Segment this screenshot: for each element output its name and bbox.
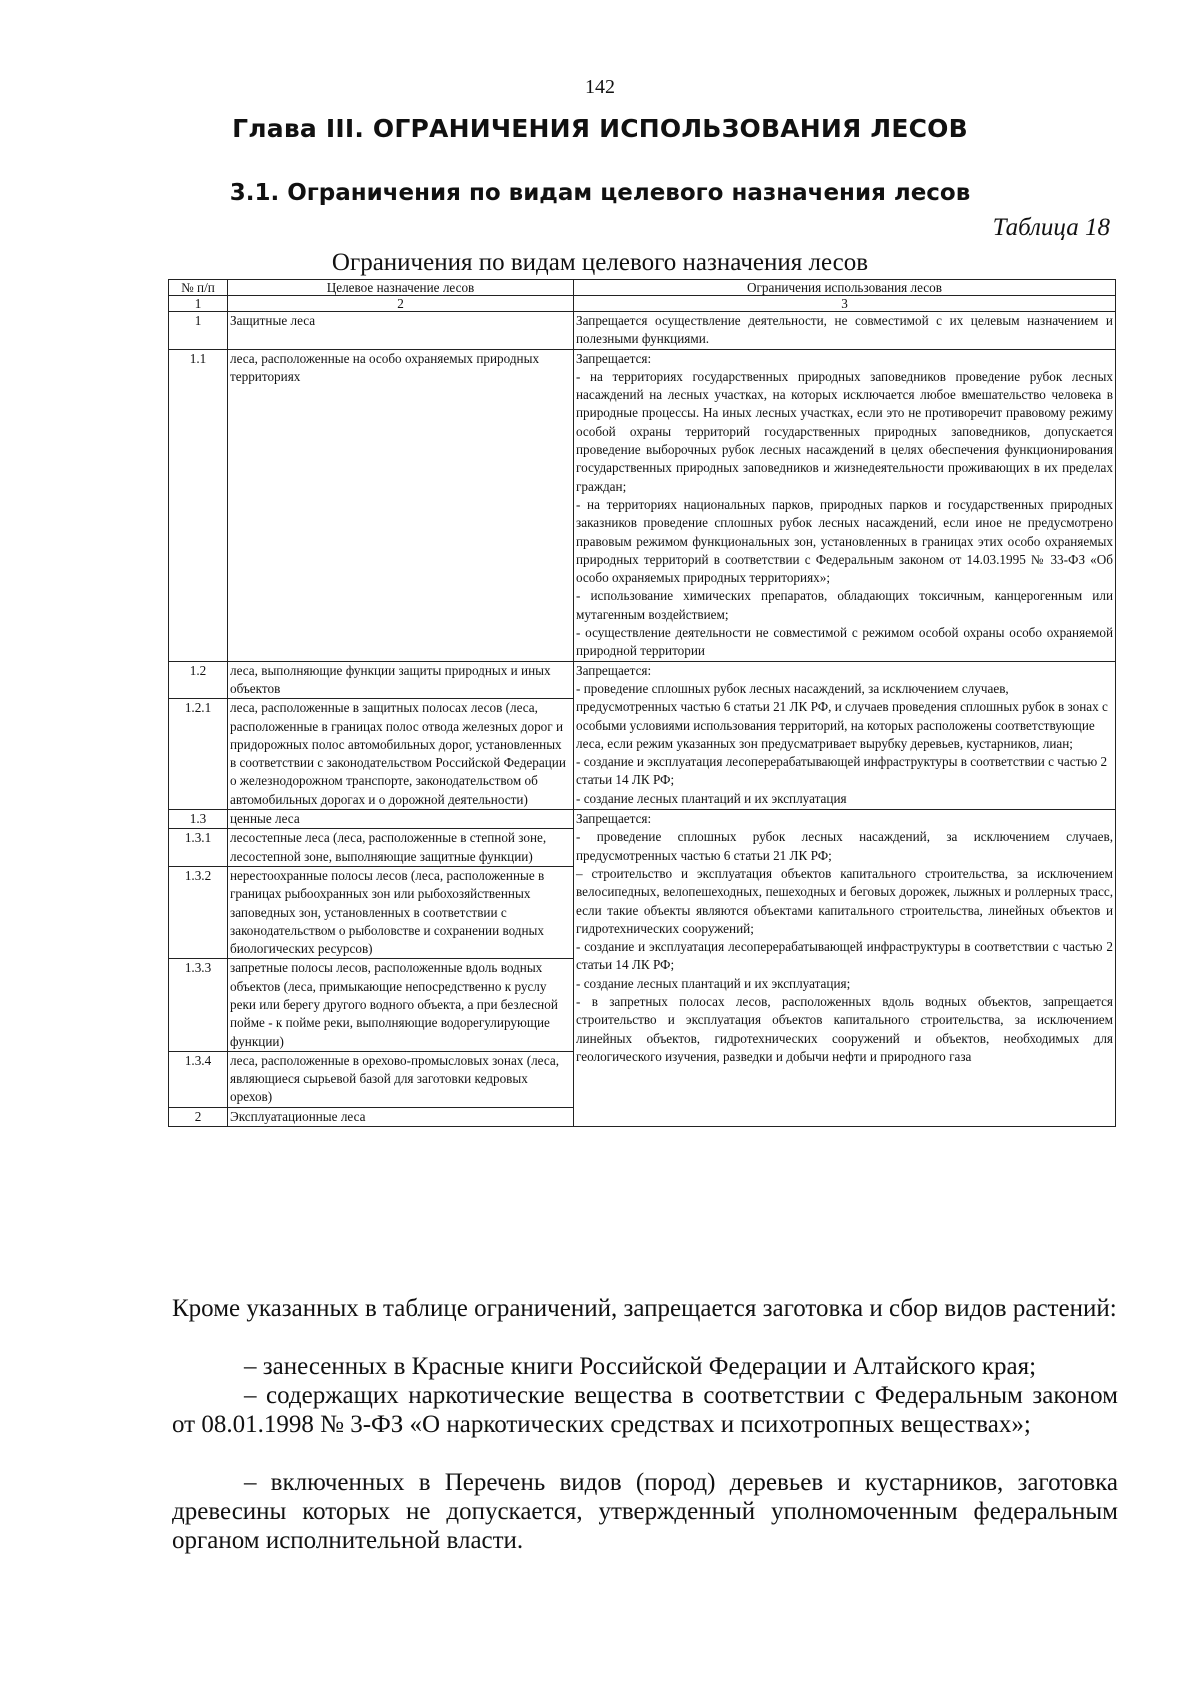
row-number: 1.3.2 xyxy=(169,866,228,958)
row-number: 1.3.1 xyxy=(169,829,228,867)
purpose-cell: лесостепные леса (леса, расположенные в степной зоне, лесостепной зоне, выполняющие защитные функции) xyxy=(228,829,574,867)
body-paragraph-tree-list: – включенных в Перечень видов (пород) деревьев и кустарников, заготовка древесины которых не допускается, утвержденный уполномоченным федеральным органом исполнительной власти. xyxy=(172,1469,1118,1554)
restrictions-table xyxy=(168,279,1116,1127)
row-number: 1.2 xyxy=(169,661,228,699)
purpose-cell: леса, расположенные в орехово-промысловых зонах (леса, являющиеся сырьевой базой для заготовки кедровых орехов) xyxy=(228,1051,574,1107)
header-cell-restriction: Ограничения использования лесов xyxy=(574,280,1116,296)
table-label: Таблица 18 xyxy=(992,214,1110,241)
row-number: 1.3.3 xyxy=(169,959,228,1051)
row-number: 1.3.4 xyxy=(169,1051,228,1107)
table-row xyxy=(169,349,1116,661)
row-number: 1 xyxy=(169,312,228,350)
page-number: 142 xyxy=(585,76,615,98)
column-number-cell: 1 xyxy=(169,296,228,312)
table-header-row xyxy=(169,280,1116,296)
row-number: 1.3 xyxy=(169,810,228,829)
restriction-cell: Запрещается осуществление деятельности, не совместимой с их целевым назначением и полезными функциями. xyxy=(574,312,1116,350)
body-paragraph-intro: Кроме указанных в таблице ограничений, запрещается заготовка и сбор видов растений: xyxy=(172,1295,1117,1322)
table-row xyxy=(169,810,1116,829)
table-row xyxy=(169,312,1116,350)
table-caption: Ограничения по видам целевого назначения лесов xyxy=(331,249,869,276)
purpose-cell: запретные полосы лесов, расположенные вдоль водных объектов (леса, примыкающие непосредственно к руслу реки или берегу другого водного объекта, а при безлесной пойме - к пойме реки, выполняющие водорегулирующие функции) xyxy=(228,959,574,1051)
chapter-title: Глава III. ОГРАНИЧЕНИЯ ИСПОЛЬЗОВАНИЯ ЛЕСОВ xyxy=(232,114,968,143)
header-cell-purpose: Целевое назначение лесов xyxy=(228,280,574,296)
body-paragraph-narcotics: – содержащих наркотические вещества в соответствии с Федеральным законом от 08.01.1998 № 3-ФЗ «О наркотических средствах и психотропных веществах»; xyxy=(172,1382,1118,1438)
restriction-cell: Запрещается: - проведение сплошных рубок лесных насаждений, за исключением случаев, предусмотренных частью 6 статьи 21 ЛК РФ, и случаев проведения сплошных рубок в зонах с особыми условиями использования территорий, на которых расположены соответствующие леса, если режим указанных зон предусматривает вырубку деревьев, кустарников, лиан; - создание и эксплуатация лесоперерабатывающей инфраструктуры в соответствии с частью 2 статьи 14 ЛК РФ; - создание лесных плантаций и их эксплуатация xyxy=(574,661,1116,809)
row-number: 2 xyxy=(169,1107,228,1126)
column-number-cell: 2 xyxy=(228,296,574,312)
restriction-cell: Запрещается: - на территориях государственных природных заповедников проведение рубок лесных насаждений на лесных участках, на которых исключается любое вмешательство человека в природные процессы. На иных лесных участках, если это не противоречит правовому режиму особой охраны территорий государственных природных заповедников, допускается проведение выборочных рубок лесных насаждений в целях обеспечения функционирования государственных природных заповедников и жизнедеятельности проживающих в их пределах граждан; - на территориях национальных парков, природных парков и государственных природных заказников проведение сплошных рубок лесных насаждений, если иное не предусмотрено правовым режимом функциональных зон, установленных в границах этих особо охраняемых природных территорий в соответствии с Федеральным законом от 14.03.1995 № 33-ФЗ «Об особо охраняемых природных территориях»; - использование химических препаратов, обладающих токсичным, канцерогенным или мутагенным воздействием; - осуществление деятельности не совместимой с режимом особой охраны особо охраняемой природной территории xyxy=(574,349,1116,661)
row-number: 1.1 xyxy=(169,349,228,661)
section-title: 3.1. Ограничения по видам целевого назначения лесов xyxy=(229,180,971,206)
table-row xyxy=(169,661,1116,699)
purpose-cell: ценные леса xyxy=(228,810,574,829)
purpose-cell: леса, расположенные на особо охраняемых природных территориях xyxy=(228,349,574,661)
purpose-cell: леса, расположенные в защитных полосах лесов (леса, расположенные в границах полос отвода железных дорог и придорожных полос автомобильных дорог, установленных в соответствии с законодательством Российской Федерации о железнодорожном транспорте, законодательством об автомобильных дорогах и о дорожной деятельности) xyxy=(228,699,574,810)
purpose-cell: Эксплуатационные леса xyxy=(228,1107,574,1126)
purpose-cell: Защитные леса xyxy=(228,312,574,350)
purpose-cell: нерестоохранные полосы лесов (леса, расположенные в границах рыбоохранных зон или рыбохозяйственных заповедных зон, установленных в соответствии с законодательством о рыболовстве и сохранении водных биологических ресурсов) xyxy=(228,866,574,958)
column-number-cell: 3 xyxy=(574,296,1116,312)
body-paragraph-red-books: – занесенных в Красные книги Российской Федерации и Алтайского края; xyxy=(244,1353,1037,1380)
row-number: 1.2.1 xyxy=(169,699,228,810)
table-column-number-row xyxy=(169,296,1116,312)
restriction-cell: Запрещается: - проведение сплошных рубок лесных насаждений, за исключением случаев, предусмотренных частью 6 статьи 21 ЛК РФ; – строительство и эксплуатация объектов капитального строительства, за исключением велосипедных, велопешеходных, пешеходных и беговых дорожек, лыжных и роллерных трасс, если такие объекты являются объектами капитального строительства, линейных объектов и гидротехнических сооружений; - создание и эксплуатация лесоперерабатывающей инфраструктуры в соответствии с частью 2 статьи 14 ЛК РФ; - создание лесных плантаций и их эксплуатация; - в запретных полосах лесов, расположенных вдоль водных объектов, запрещается строительство и эксплуатация объектов капитального строительства, за исключением линейных объектов, гидротехнических сооружений и объектов, необходимых для геологического изучения, разведки и добычи нефти и природного газа xyxy=(574,810,1116,1127)
header-cell-num: № п/п xyxy=(169,280,228,296)
purpose-cell: леса, выполняющие функции защиты природных и иных объектов xyxy=(228,661,574,699)
